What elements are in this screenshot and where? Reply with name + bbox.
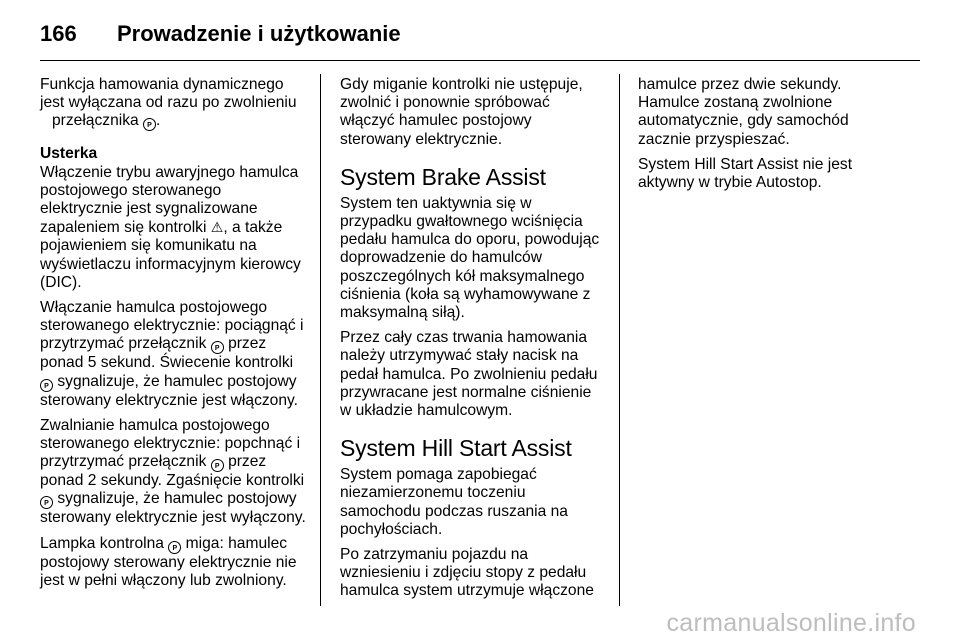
paragraph-hill-start-autostop: System Hill Start Assist nie jest aktywny w trybie Autostop.: [638, 155, 853, 192]
paragraph-hill-start-3: hamulce przez dwie sekundy. Hamulce zostaną zwolnione automatycznie, gdy samochód zacznie przyspieszać.: [638, 76, 849, 148]
column-divider-1: [320, 74, 321, 606]
paragraph-hill-start-2: Po zatrzymaniu pojazdu na wzniesieniu i zdjęciu stopy z pedału hamulca system utrzymuje włączone: [340, 546, 594, 600]
paragraph-flashing-lamp: Lampka kontrolna P miga: hamulec postojowy sterowany elektrycznie nie jest w pełni włączony lub zwolniony.: [40, 534, 297, 589]
heading-hill-start-assist: System Hill Start Assist: [340, 435, 572, 462]
paragraph-apply: Włączanie hamulca postojowego sterowanego elektrycznie: pociągnąć i przytrzymać przełącznik P przez ponad 5 sekund. Świecenie kontrolki P sygnalizuje, że hamulec postojowy sterowany elektrycznie jest włączony.: [40, 299, 304, 409]
page-title: Prowadzenie i użytkowanie: [117, 21, 401, 46]
column-divider-2: [619, 74, 620, 606]
paragraph-flashing-persists: Gdy miganie kontrolki nie ustępuje, zwolnić i ponownie spróbować włączyć hamulec postojowy sterowany elektrycznie.: [340, 76, 583, 148]
watermark: carmanualsonline.info: [666, 609, 916, 637]
parking-brake-icon: P: [211, 341, 224, 354]
paragraph-dynamic-braking: Funkcja hamowania dynamicznego jest wyłączana od razu po zwolnieniu przełącznika P .: [40, 76, 297, 130]
header-rule: [40, 60, 920, 61]
subheading-fault: Usterka: [40, 145, 98, 163]
paragraph-brake-assist-1: System ten uaktywnia się w przypadku gwałtownego wciśnięcia pedału hamulca do oporu, powodując doprowadzenie do hamulców poszczególnych kół maksymalnego ciśnienia (koła są wyhamowywane z maksymalną siłą).: [340, 194, 600, 322]
parking-brake-icon: P: [168, 541, 181, 554]
column-3: [638, 76, 904, 199]
parking-brake-icon: P: [143, 118, 156, 131]
parking-brake-icon: P: [40, 379, 53, 392]
parking-brake-icon: P: [40, 496, 53, 509]
paragraph-fault: Włączenie trybu awaryjnego hamulca postojowego sterowanego elektrycznie jest sygnalizowane zapaleniem się kontrolki ⚠, a także pojawieniem się komunikatu na wyświetlaczu informacyjnym kierowcy (DIC).: [40, 163, 301, 291]
column-1: [40, 76, 306, 597]
parking-brake-icon: P: [211, 459, 224, 472]
column-2: [340, 76, 606, 608]
paragraph-hill-start-1: System pomaga zapobiegać niezamierzonemu toczeniu samochodu podczas ruszania na pochyłościach.: [340, 466, 568, 538]
page-header: [40, 14, 401, 54]
paragraph-brake-assist-2: Przez cały czas trwania hamowania należy utrzymywać stały nacisk na pedał hamulca. Po zwolnieniu pedału przywracane jest normalne ciśnienie w układzie hamulcowym.: [340, 329, 598, 420]
warning-lamp-icon: ⚠: [210, 219, 224, 236]
paragraph-release: Zwalnianie hamulca postojowego sterowanego elektrycznie: popchnąć i przytrzymać przełącznik P przez ponad 2 sekundy. Zgaśnięcie kontrolki P sygnalizuje, że hamulec postojowy sterowany elektrycznie jest wyłączony.: [40, 416, 306, 527]
heading-brake-assist: System Brake Assist: [340, 163, 546, 190]
page-number: 166: [40, 21, 77, 46]
